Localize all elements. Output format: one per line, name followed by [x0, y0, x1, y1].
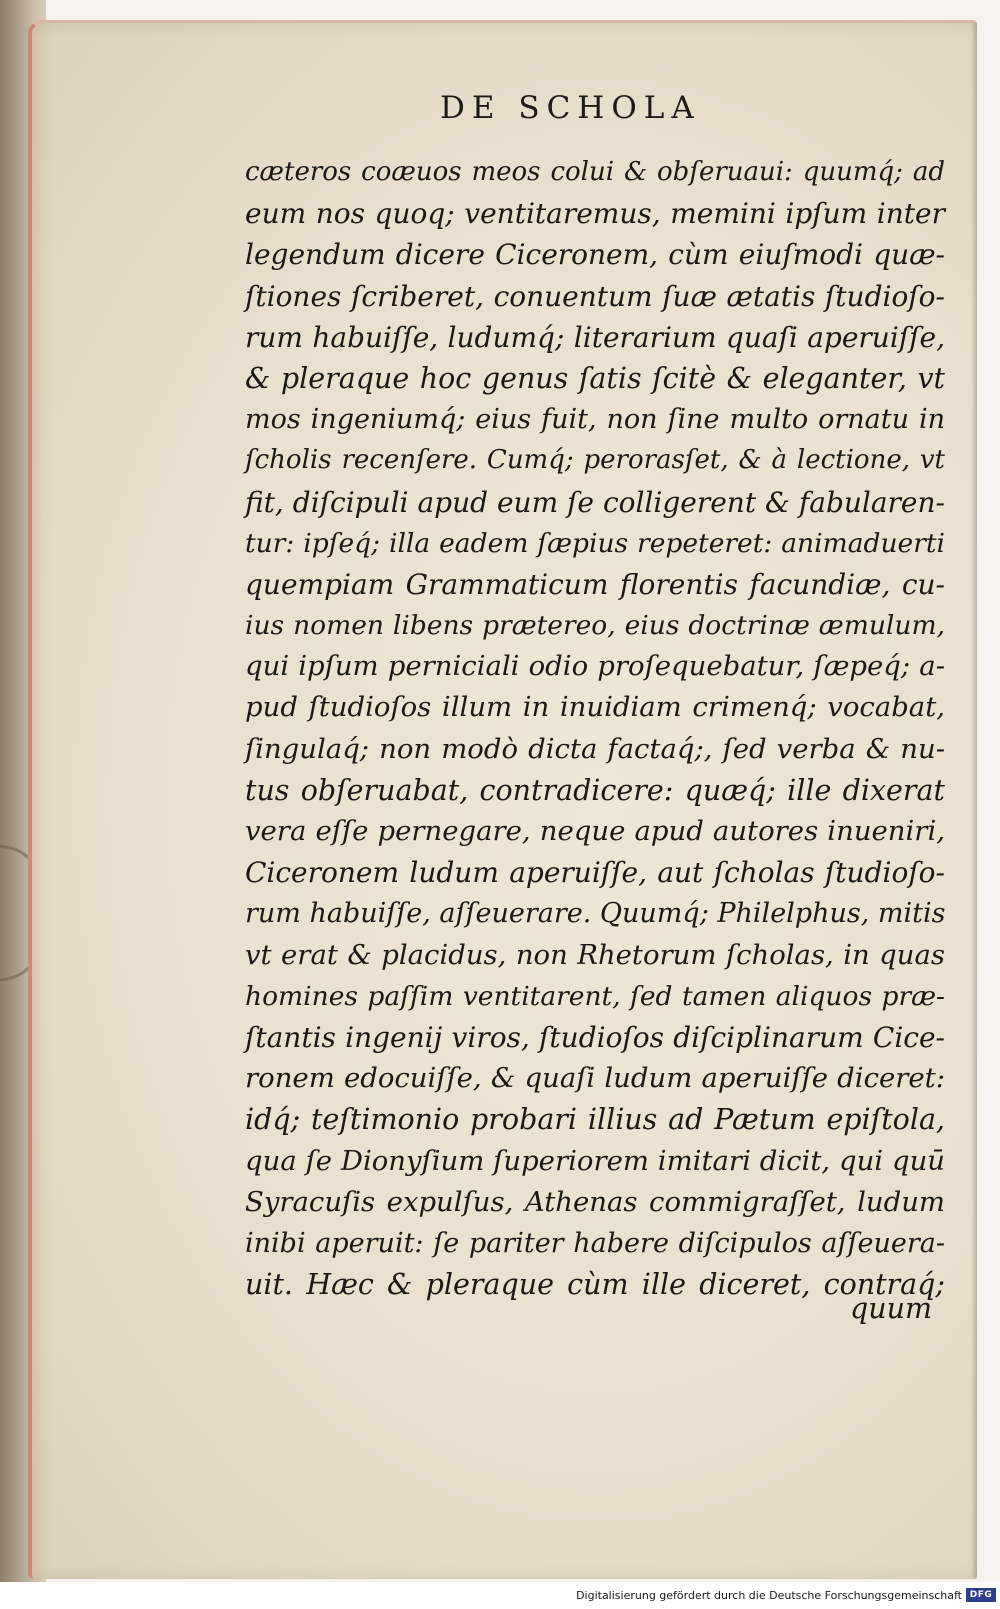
text-line: rum habuiſſe, aſſeuerare. Quumq́; Philelphus, mitis — [245, 898, 946, 930]
text-line: ſcholis recenſere. Cumq́; perorasſet, & à lectione, vt — [245, 445, 945, 476]
page-edge-shadow — [971, 23, 977, 1579]
text-line: vt erat & placidus, non Rhetorum ſcholas, in quas — [245, 938, 945, 971]
body-text — [245, 152, 945, 1305]
text-line: ſtiones ſcriberet, conuentum ſuæ ætatis ſtudioſo- — [245, 279, 945, 313]
text-line: qui ipſum perniciali odio proſequebatur, ſæpeq́; a- — [245, 650, 945, 683]
text-line: legendum dicere Ciceronem, cùm eiuſmodi quæ- — [245, 238, 945, 272]
text-line: qua ſe Dionyſium ſuperiorem imitari dicit, qui quū — [245, 1144, 945, 1177]
text-line: mos ingeniumq́; eius fuit, non ſine multo ornatu in — [245, 404, 945, 436]
text-line: inibi aperuit: ſe pariter habere diſcipulos aſſeuera- — [245, 1227, 945, 1259]
text-line: Syracuſis expulſus, Athenas commigraſſet, ludum — [245, 1185, 945, 1218]
digitization-credit: Digitalisierung gefördert durch die Deutsche Forschungsgemeinschaft — [576, 1589, 962, 1602]
text-line: ſtantis ingenij viros, ſtudioſos diſciplinarum Cice- — [245, 1020, 945, 1054]
text-line: uit. Hæc & pleraque cùm ille diceret, contraq́; — [245, 1268, 945, 1302]
text-line: tus obſeruabat, contradicere: quæq́; ille dixerat — [245, 773, 945, 807]
text-line: vera eſſe pernegare, neque apud autores inueniri, — [245, 815, 945, 847]
text-line: quempiam Grammaticum florentis facundiæ, cu- — [245, 567, 945, 601]
text-line: cæteros coæuos meos colui & obſeruaui: quumq́; ad — [245, 157, 945, 187]
text-line: tur: ipſeq́; illa eadem ſæpius repeteret: animaduerti — [245, 527, 945, 559]
text-line: pud ſtudioſos illum in inuidiam crimenq́; vocabat, — [245, 691, 945, 724]
text-line: ronem edocuiſſe, & quaſi ludum aperuiſſe diceret: — [245, 1062, 945, 1095]
running-header: DE SCHOLA — [440, 90, 701, 126]
text-line: ius nomen libens prætereo, eius doctrinæ æmulum, — [245, 610, 945, 642]
text-line: ſingulaq́; non modò dicta factaq́;, ſed verba & nu- — [245, 732, 945, 765]
dfg-logo-icon: DFG — [966, 1588, 996, 1602]
text-line: homines paſſim ventitarent, ſed tamen aliquos præ- — [245, 980, 945, 1012]
text-line: idq́; teſtimonio probari illius ad Pætum epiſtola, — [245, 1103, 945, 1137]
catchword: quum — [850, 1292, 932, 1325]
text-line: rum habuiſſe, ludumq́; literarium quaſi aperuiſſe, — [245, 320, 945, 354]
text-line: fit, diſcipuli apud eum ſe colligerent & fabularen- — [245, 485, 945, 519]
text-line: & pleraque hoc genus ſatis ſcitè & eleganter, vt — [245, 361, 945, 395]
text-line: eum nos quoq; ventitaremus, memini ipſum inter — [245, 197, 945, 231]
text-line: Ciceronem ludum aperuiſſe, aut ſcholas ſtudioſo- — [245, 856, 945, 890]
